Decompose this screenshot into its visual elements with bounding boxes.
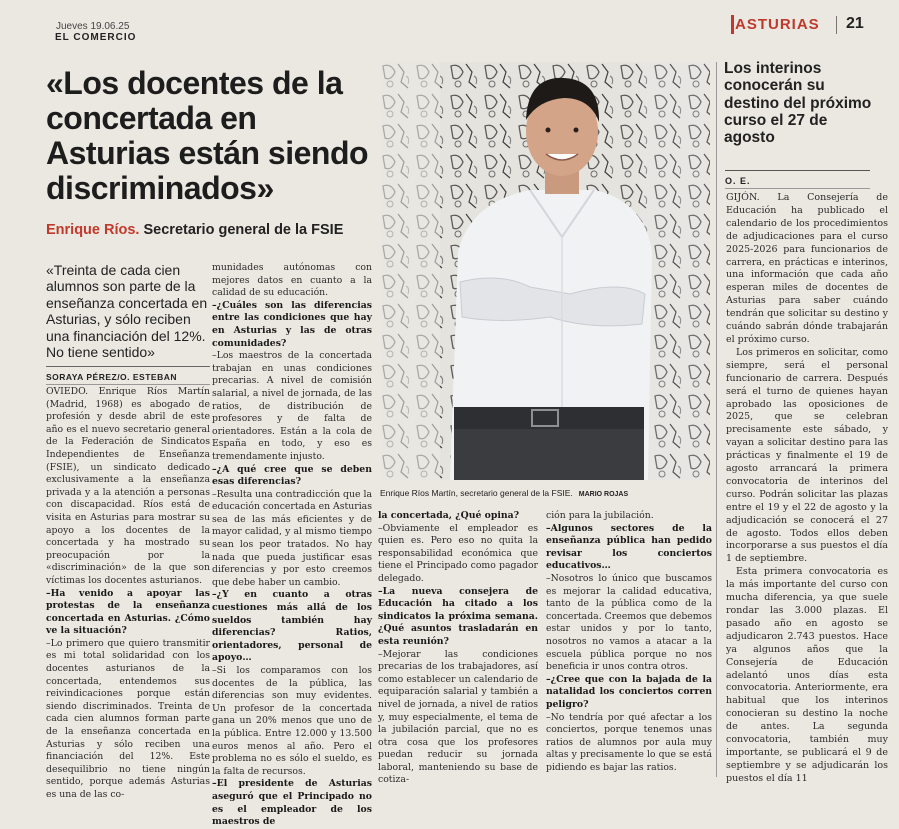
portrait-photo	[380, 62, 710, 480]
article-paragraph: –Lo primero que quiero transmitir es mi total solidaridad con los docentes asturianos de la concertada, entendemos sus reivindicaciones porque están siendo discriminados. Treinta de cada cien alumnos forman parte de la enseñanza concertada en Asturias y sólo reciben una financiación del 12%. Este desequilibrio no tiene ningún sentido, porque además Asturias es una de las co-	[46, 637, 210, 800]
byline	[46, 222, 343, 238]
section-divider	[836, 16, 837, 34]
article-paragraph: –Si los comparamos con los docentes de la pública, las diferencias son muy evidentes. Un profesor de la concertada gana un 20% menos que uno de la pública. Entre 12.000 y 13.500 euros menos al año. Pero el problema no es sólo el sueldo, es la falta de recursos.	[212, 665, 372, 777]
page-number: 21	[846, 15, 864, 32]
divider	[725, 188, 870, 189]
article-paragraph: –Nosotros lo único que buscamos es mejorar la calidad educativa, tanto de la pública como de la concertada. Creemos que debemos estar unidos y por lo tanto, nosotros no vamos a atacar a la escuela pública porque no nos beneficia ir unos contra otros.	[546, 572, 712, 673]
sidebar-paragraph: GIJÓN. La Consejería de Educación ha publicado el calendario de los procedimientos de adjudicaciones para el curso 2025-2026 para funcionarios de carrera, en prácticas e interinos, una información que cada año esperan miles de docentes de Asturias para saber cuándo tendrán que solicitar su destino y cuándo sabrán dónde trabajarán el próximo curso.	[726, 192, 888, 345]
article-paragraph: –No tendría por qué afectar a los conciertos, porque tenemos unas ratios de alumnos por aula muy altas y precisamente lo que se está pidiendo es bajar las ratios.	[546, 711, 712, 773]
article-column-2	[212, 262, 372, 829]
portrait-illustration	[380, 62, 710, 480]
column-divider	[716, 62, 717, 777]
section-label: ASTURIAS	[735, 16, 820, 33]
article-paragraph: OVIEDO. Enrique Ríos Martín (Madrid, 1968) es abogado de profesión y desde abril de este año es el nuevo secretario general de la Federación de Sindicatos Independientes de Enseñanza (FSIE), un sindicato dedicado exclusivamente a la enseñanza privada y a la atención a personas con discapacidad. Ríos está de visita en Asturias para mostrar su apoyo a los docentes de la concertada y ha mostrado su preocupación por la «discriminación» de la que son víctimas los docentes asturianos.	[46, 386, 210, 586]
sidebar-column	[726, 192, 888, 786]
sidebar-paragraph: Esta primera convocatoria es la más importante del curso con mucha diferencia, ya que suele rondar las 3.000 plazas. El pasado año en agosto se adjudicaron 2.743 puestos. Hace ya algunos años que la Consejería de Educación adelantó unos días esta convocatoria. Anteriormente, era habitual que los interinos conocieran su destino la noche de antes. La segunda convocatoria, también muy importante, se publicará el 9 de septiembre y se adjudicarán los puestos el día 11	[726, 566, 888, 784]
pull-quote: «Treinta de cada cien alumnos son parte de la enseñanza concertada en Asturias, y sólo reciben una financiación del 12%. No tiene sentido»	[46, 262, 208, 360]
interview-question: –¿Cuáles son las diferencias entre las condiciones que hay en Asturias y las de otras comunidades?	[212, 299, 372, 349]
byline-name: Enrique Ríos.	[46, 222, 140, 238]
photo-caption	[380, 488, 628, 498]
interview-question: –¿Cree que con la bajada de la natalidad los conciertos corren peligro?	[546, 673, 712, 710]
article-paragraph: –Resulta una contradicción que la educación concertada en Asturias sea de las más eficientes y de mayor calidad, y al mismo tiempo sean los peor tratados. No hay nada que pueda justificar esas diferencias y por esto creemos que debe haber un cambio.	[212, 488, 372, 588]
article-paragraph: –Obviamente el empleador es quien es. Pero eso no quita la responsabilidad económica que tiene el Principado como pagador delegado.	[378, 522, 538, 584]
photo-credit: MARIO ROJAS	[578, 491, 629, 498]
caption-text: Enrique Ríos Martín, secretario general de la FSIE.	[380, 488, 573, 498]
article-paragraph: ción para la jubilación.	[546, 510, 654, 521]
article-column-1	[46, 386, 210, 802]
sidebar-paragraph: Los primeros en solicitar, como siempre, será el personal funcionario de carrera. Después será el turno de quienes hayan aprobado las oposiciones de 2025, que se celebran precisamente este sábado, y vayan a solicitar destino para las prácticas y finalmente el 19 de agosto arrancará la primera convocatoria de interinos del curso. Podrán solicitar las plazas entre el 19 y el 22 de agosto y la adjudicación se conocerá el 27 de agosto. Todos ellos deben incorporarse a sus puestos el día 1 de septiembre.	[726, 346, 888, 565]
byline-role: Secretario general de la FSIE	[143, 222, 344, 238]
interview-question: –Algunos sectores de la enseñanza pública han pedido revisar los conciertos educativos…	[546, 522, 712, 572]
interview-question: la concertada, ¿Qué opina?	[378, 510, 520, 521]
article-column-4	[546, 510, 712, 774]
newspaper-name: EL COMERCIO	[55, 32, 137, 43]
article-paragraph: –Los maestros de la concertada trabajan en unas condiciones precarias. A nivel de comisión salarial, a nivel de jornada, de las ratios, de distribución de profesores y de falta de orientadores. Están a la cola de España en todo, y eso es tremendamente injusto.	[212, 350, 372, 462]
sidebar-author: O. E.	[725, 176, 751, 186]
interview-question: –¿A qué cree que se deben esas diferencias?	[212, 463, 372, 488]
sidebar-headline: Los interinos conocerán su destino del próximo curso el 27 de agosto	[724, 60, 872, 147]
article-authors: SORAYA PÉREZ/O. ESTEBAN	[46, 372, 178, 382]
divider	[46, 384, 210, 385]
interview-question: –El presidente de Asturias aseguró que el Principado no es el empleador de los maestros de	[212, 778, 372, 828]
article-paragraph: –Mejorar las condiciones precarias de los trabajadores, así como establecer un calendario de equiparación salarial y también a nivel de jornada, a nivel de ratios y, muy especialmente, el tema de la jubilación parcial, que no es otra cosa que los profesores puedan reducir su jornada laboral, manteniendo su base de cotiza-	[378, 648, 538, 786]
divider	[725, 170, 870, 171]
interview-question: –Ha venido a apoyar las protestas de la enseñanza concertada en Asturias. ¿Cómo ve la situación?	[46, 587, 210, 637]
interview-question: –¿Y en cuanto a otras cuestiones más allá de los sueldos también hay diferencias? Ratios, orientadores, personal de apoyo…	[212, 589, 372, 664]
article-paragraph: munidades autónomas con mejores datos en cuanto a la calidad de su educación.	[212, 262, 372, 299]
article-column-3	[378, 510, 538, 787]
divider	[46, 366, 210, 367]
interview-question: –La nueva consejera de Educación ha citado a los sindicatos la próxima semana. ¿Qué asuntos trasladarán en esta reunión?	[378, 585, 538, 647]
article-headline: «Los docentes de la concertada en Asturias están siendo discriminados»	[46, 65, 369, 206]
issue-date: Jueves 19.06.25	[56, 21, 130, 32]
section-marker	[731, 15, 734, 34]
